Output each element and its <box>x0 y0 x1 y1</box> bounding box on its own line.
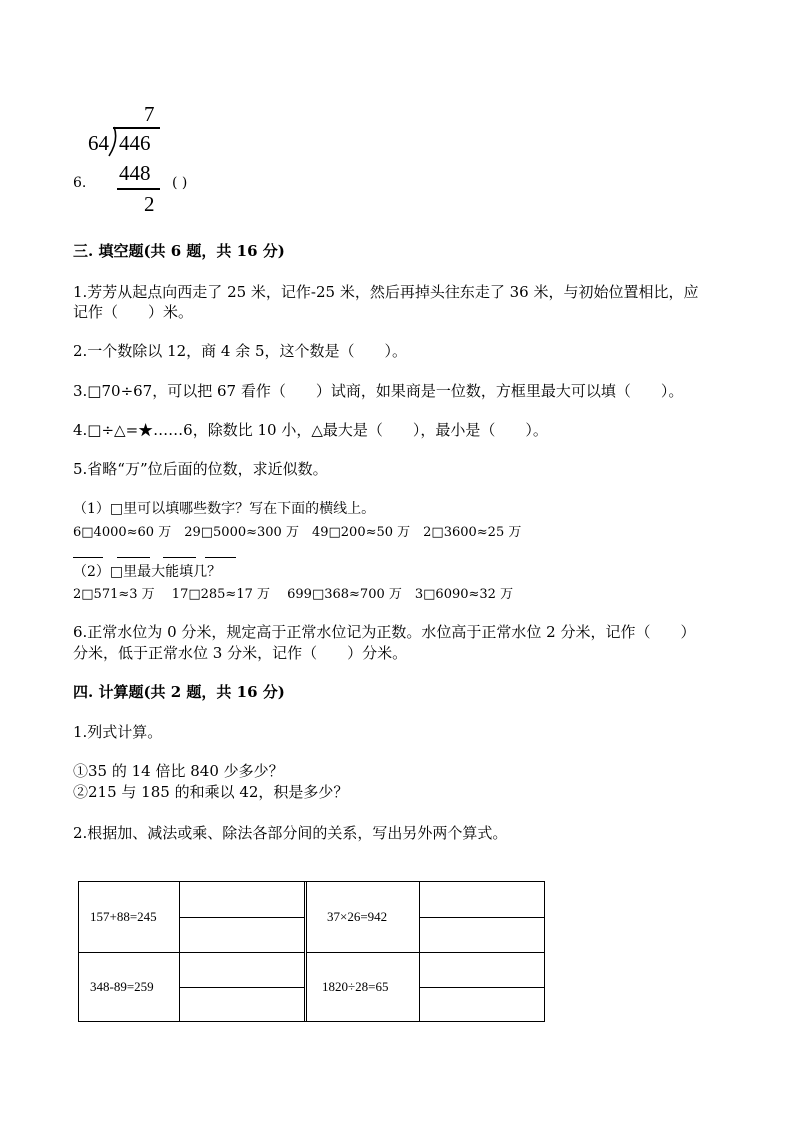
remainder: 2 <box>144 192 155 216</box>
answer-blank[interactable]: ( ) <box>172 175 188 191</box>
fill-q1-line2: 记作（ ）米。 <box>73 303 194 321</box>
answer-cell[interactable] <box>419 952 545 988</box>
answer-cell[interactable] <box>179 952 305 988</box>
fill-q5-part2: （2）□里最大能填几？ <box>73 564 222 580</box>
answer-cell[interactable] <box>419 917 545 953</box>
fill-q5-part1-items: 6□4000≈60 万 29□5000≈300 万 49□200≈50 万 2□3600≈25 万 <box>73 525 522 540</box>
answer-cell[interactable] <box>419 881 545 918</box>
answer-line[interactable] <box>163 557 196 558</box>
equation-3: 348-89=259 <box>90 979 154 994</box>
question-number: 6. <box>73 175 87 191</box>
fill-q3: 3.□70÷67，可以把 67 看作（ ）试商，如果商是一位数，方框里最大可以填（ ）。 <box>73 382 684 400</box>
answer-line[interactable] <box>205 557 236 558</box>
answer-line[interactable] <box>73 557 103 558</box>
answer-cell[interactable] <box>419 987 545 1022</box>
fill-q1-line1: 1.芳芳从起点向西走了 25 米，记作-25 米，然后再掉头往东走了 36 米，与初始位置相比，应 <box>73 283 699 301</box>
answer-cell[interactable] <box>179 987 305 1022</box>
divisor: 64 <box>88 131 109 155</box>
quotient: 7 <box>144 102 155 126</box>
answer-line[interactable] <box>117 557 150 558</box>
fill-q5-part2-items: 2□571≈3 万 17□285≈17 万 699□368≈700 万 3□6090≈32 万 <box>73 587 514 602</box>
division-bar <box>113 127 160 129</box>
equation-2: 37×26=942 <box>327 909 388 924</box>
fill-q5: 5.省略“万”位后面的位数，求近似数。 <box>73 460 328 478</box>
answer-cell[interactable] <box>179 917 305 953</box>
product: 448 <box>119 161 151 185</box>
calc-q2: 2.根据加、减法或乘、除法各部分间的关系，写出另外两个算式。 <box>73 824 508 842</box>
equation-4: 1820÷28=65 <box>322 979 389 994</box>
fill-q6-line2: 分米，低于正常水位 3 分米，记作（ ）分米。 <box>73 644 408 662</box>
equation-table <box>78 881 545 1022</box>
calc-q1-a: ①35 的 14 倍比 840 少多少？ <box>73 762 284 780</box>
calc-q1-b: ②215 与 185 的和乘以 42，积是多少？ <box>73 783 349 801</box>
calc-q1: 1.列式计算。 <box>73 723 163 741</box>
subtraction-bar <box>117 188 160 190</box>
fill-q2: 2.一个数除以 12，商 4 余 5，这个数是（ ）。 <box>73 342 408 360</box>
answer-cell[interactable] <box>179 881 305 918</box>
dividend: 446 <box>119 131 151 155</box>
fill-q6-line1: 6.正常水位为 0 分米，规定高于正常水位记为正数。水位高于正常水位 2 分米，记作（ ） <box>73 623 696 641</box>
fill-q5-part1: （1）□里可以填哪些数字？写在下面的横线上。 <box>73 501 376 517</box>
equation-1: 157+88=245 <box>90 909 157 924</box>
fill-q4: 4.□÷△=★……6，除数比 10 小，△最大是（ ），最小是（ ）。 <box>73 421 548 439</box>
section-4-heading: 四. 计算题(共 2 题，共 16 分) <box>73 683 285 701</box>
section-3-heading: 三. 填空题(共 6 题，共 16 分) <box>73 242 285 260</box>
